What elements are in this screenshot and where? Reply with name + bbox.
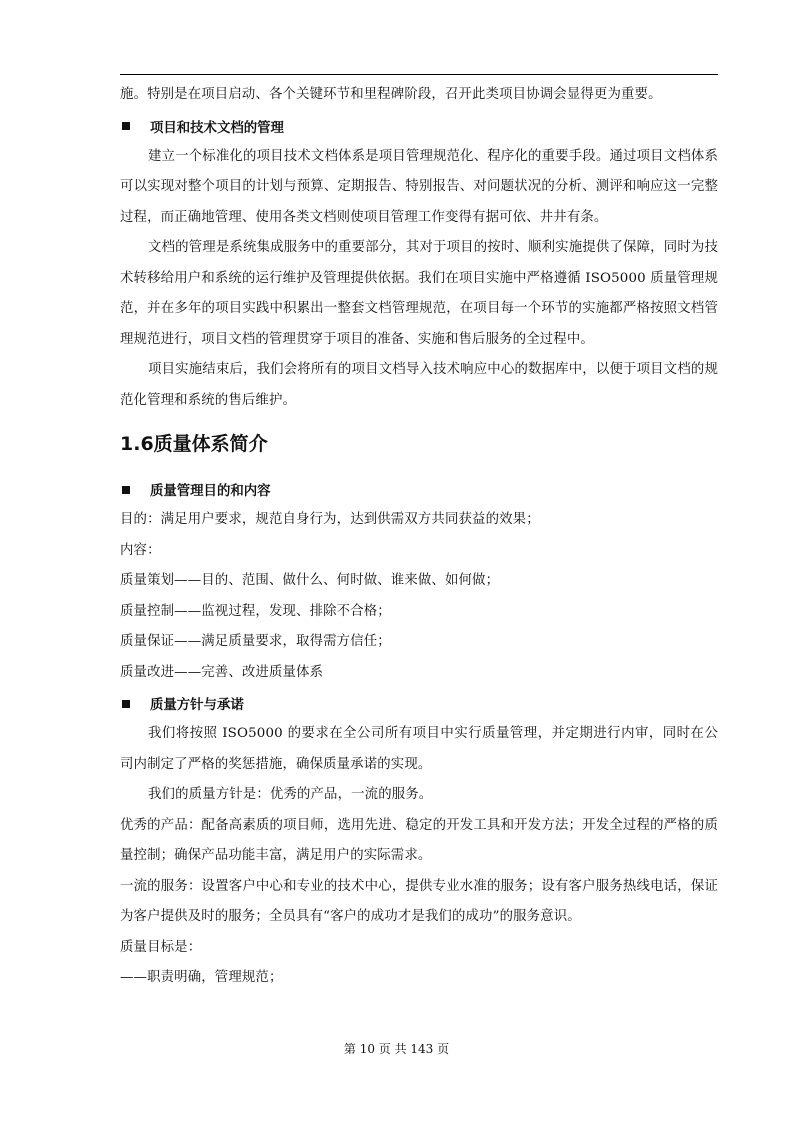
text-line: 质量控制——监视过程，发现、排除不合格；: [120, 603, 391, 619]
heading-docs-management: [120, 111, 718, 142]
section-title: 1.6质量体系简介: [120, 433, 268, 455]
heading-quality-purpose: [120, 474, 718, 505]
square-bullet-icon: [122, 486, 130, 494]
paragraph-continuation: 施。特别是在项目启动、各个关键环节和里程碑阶段，召开此类项目协调会显得更为重要。: [120, 87, 662, 102]
text-line: 内容：: [120, 542, 161, 558]
page-number-footer: 第 10 页 共 143 页: [343, 1042, 450, 1056]
square-bullet-icon: [122, 122, 130, 130]
text-line: 目的：满足用户要求，规范自身行为，达到供需双方共同获益的效果；: [120, 512, 540, 527]
heading-text: 质量管理目的和内容: [150, 484, 271, 499]
text-line: 质量目标是：: [120, 939, 202, 955]
paragraph: 文档的管理是系统集成服务中的重要部分，其对于项目的按时、顺利实施提供了保障，同时为技术转移给用户和系统的运行维护及管理提供依据。我们在项目实施中严格遵循 ISO5000 质量管理规范，并在多年的项目实践中积累出一整套文档管理规范，在项目每一个环节的实施都严格按照文档管理规范进行，项目文档的管理贯穿于项目的准备、实施和售后服务的全过程中。: [120, 240, 718, 347]
paragraph: 我们将按照 ISO5000 的要求在全公司所有项目中实行质量管理，并定期进行内审，同时在公司内制定了严格的奖惩措施，确保质量承诺的实现。: [120, 726, 718, 772]
heading-text: 质量方针与承诺: [150, 698, 244, 713]
text-line: ——职责明确，管理规范；: [120, 970, 283, 985]
text-line: 质量策划——目的、范围、做什么、何时做、谁来做、如何做；: [120, 573, 500, 588]
text-line: 质量保证——满足质量要求，取得需方信任；: [120, 634, 391, 649]
heading-quality-policy: [120, 688, 718, 719]
paragraph: 项目实施结束后，我们会将所有的项目文档导入技术响应中心的数据库中，以便于项目文档的规范化管理和系统的售后维护。: [120, 362, 718, 408]
paragraph: 优秀的产品：配备高素质的项目师，选用先进、稳定的开发工具和开发方法；开发全过程的严格的质量控制；确保产品功能丰富，满足用户的实际需求。: [120, 817, 718, 863]
square-bullet-icon: [122, 700, 130, 708]
text-line: 质量改进——完善、改进质量体系: [120, 664, 324, 680]
page-content: [120, 80, 718, 994]
paragraph: 我们的质量方针是：优秀的产品，一流的服务。: [148, 787, 433, 802]
paragraph: 一流的服务：设置客户中心和专业的技术中心，提供专业水准的服务；设有客户服务热线电话，保证为客户提供及时的服务；全员具有“客户的成功才是我们的成功”的服务意识。: [120, 878, 718, 924]
header-rule: [120, 74, 718, 75]
heading-text: 项目和技术文档的管理: [150, 120, 284, 136]
paragraph: 建立一个标准化的项目技术文档体系是项目管理规范化、程序化的重要手段。通过项目文档体系可以实现对整个项目的计划与预算、定期报告、特别报告、对问题状况的分析、测评和响应这一完整过程，而正确地管理、使用各类文档则使项目管理工作变得有据可依、井井有条。: [120, 148, 718, 225]
